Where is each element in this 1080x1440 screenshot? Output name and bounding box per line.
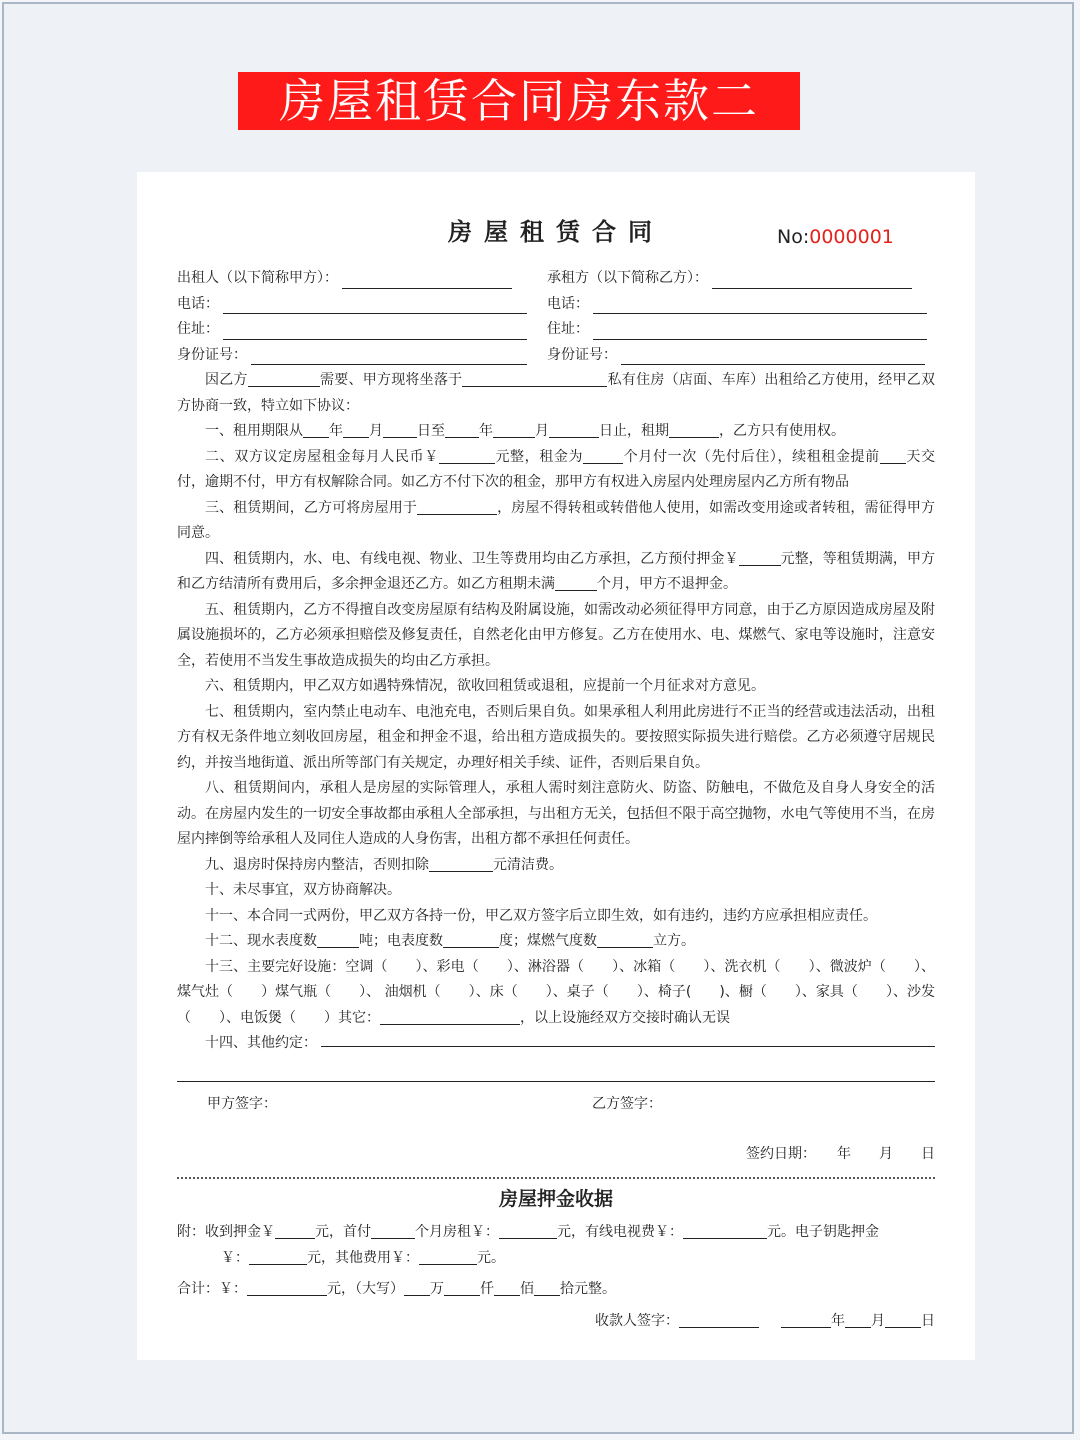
clause-intro: 因乙方 需要、甲方现将坐落于 私有住房（店面、车库）出租给乙方使用，经甲乙双方协商一致，特立如下协议： (177, 372, 936, 414)
clause-10: 十、未尽事宜，双方协商解决。 (205, 882, 401, 898)
clauses-section (177, 368, 935, 1172)
end-year-field[interactable] (445, 422, 479, 438)
start-year-field[interactable] (303, 422, 329, 438)
lessor-address-field[interactable] (223, 323, 527, 340)
receipt-key-deposit-field[interactable] (249, 1249, 307, 1265)
min-months-field[interactable] (555, 575, 597, 591)
clause-3: 三、租赁期间，乙方可将房屋用于 ，房屋不得转租或转借他人使用，如需改变用途或者转租，需征得甲方同意。 (177, 499, 936, 541)
receipt-tv-fee-field[interactable] (683, 1223, 767, 1239)
deposit-field[interactable] (739, 550, 781, 566)
contract-number-label: No: (777, 226, 810, 248)
clause-8: 八、租赁期间内，承租人是房屋的实际管理人，承租人需时刻注意防火、防盗、防触电，不做危及自身人身安全的活动。在房屋内发生的一切安全事故都由承租人全部承担，与出租方无关，包括但不限于高空抛物，水电气等使用不当，在房屋内摔倒等给承租人及同住人造成的人身伤害，出租方都不承担任何责任。 (177, 780, 935, 847)
water-meter-field[interactable] (317, 932, 359, 948)
receipt-rent-field[interactable] (499, 1223, 557, 1239)
clause-5: 五、租赁期内，乙方不得擅自改变房屋原有结构及附属设施，如需改动必须征得甲方同意，由于乙方原因造成房屋及附属设施损坏的，乙方必须承担赔偿及修复责任，自然老化由甲方修复。乙方在使用水、电、煤燃气、家电等设施时，注意安全，若使用不当发生事故造成损失的均由乙方承担。 (177, 601, 935, 669)
monthly-rent-field[interactable] (439, 448, 495, 464)
banner-title: 房屋租赁合同房东款二 (238, 72, 800, 130)
other-agreement-field[interactable] (321, 1031, 935, 1047)
lessee-id-label: 身份证号： (547, 346, 617, 363)
total-amount-field[interactable] (247, 1280, 327, 1296)
lessor-address-label: 住址： (177, 321, 219, 337)
contract-number (777, 225, 894, 251)
lease-term-field[interactable] (669, 422, 719, 438)
total-wan-field[interactable] (404, 1280, 430, 1296)
clause-2: 二、双方议定房屋租金每月人民币￥ 元整，租金为 个月付一次（先付后住），续租租金提前 天交付，逾期不付，甲方有权解除合同。如乙方不付下次的租金，那甲方有权进入房屋内处理房屋内乙方所有物品 (177, 448, 936, 490)
party-a-signature[interactable]: 甲方签字： (207, 1095, 277, 1112)
clause-1: 一、租用期限从 年 月 日至 年 月 日止，租期 ，乙方只有使用权。 (205, 423, 845, 439)
end-month-field[interactable] (493, 422, 535, 438)
signature-row (177, 1090, 935, 1120)
lessee-label: 承租方（以下简称乙方）： (547, 270, 708, 286)
receipt-other-fee-field[interactable] (419, 1249, 477, 1265)
payee-signature-line: 收款人签字： 年 月 日 (595, 1312, 935, 1329)
clause-11: 十一、本合同一式两份，甲乙双方各持一份，甲乙双方签字后立即生效，如有违约，违约方应承担相应责任。 (205, 907, 877, 924)
receipt-deposit-field[interactable] (275, 1223, 315, 1239)
contract-paper (137, 172, 975, 1360)
advance-days-field[interactable] (880, 448, 906, 464)
cleaning-fee-field[interactable] (429, 856, 493, 872)
payee-signature-field[interactable] (679, 1312, 759, 1328)
lessor-id-field[interactable] (251, 348, 527, 365)
total-bai-field[interactable] (494, 1280, 520, 1296)
lessee-phone-label: 电话： (547, 295, 589, 312)
receipt-line-1: 附：收到押金￥ 元，首付 个月房租￥： 元，有线电视费￥： 元。电子钥匙押金 (177, 1224, 879, 1240)
clause-7: 七、租赁期内，室内禁止电动车、电池充电，否则后果自负。如果承租人利用此房进行不正当的经营或违法活动，出租方有权无条件地立刻收回房屋，租金和押金不退，给出租方造成损失的。要按照实际损失进行赔偿。乙方必须遵守居规民约，并按当地街道、派出所等部门有关规定，办理好相关手续、证件，否则后果自负。 (177, 703, 935, 771)
clause-9: 九、退房时保持房内整洁，否则扣除 元清洁费。 (205, 856, 563, 873)
parties-section (177, 266, 937, 368)
receipt-title: 房屋押金收据 (498, 1188, 613, 1210)
other-facilities-field[interactable] (380, 1009, 520, 1025)
sign-date: 签约日期： 年 月 日 (746, 1145, 935, 1162)
start-month-field[interactable] (343, 422, 369, 438)
receipt-day-field[interactable] (885, 1312, 921, 1328)
clause-13: 十三、主要完好设施：空调（ ）、彩电（ ）、淋浴器（ ）、冰箱（ ）、洗衣机（ ）、微波炉（ ）、煤气灶（ ）煤气瓶（ ）、 油烟机（ ）、床（ ）、桌子（ ）、椅子( )、橱（ ）、家具（ ）、沙发（ ）、电饭煲（ ）其它： ，以上设施经双方交接时确认无误 (177, 958, 935, 1026)
lessor-id-label: 身份证号： (177, 346, 247, 363)
receipt-line-2: ￥： 元，其他费用￥： 元。 (221, 1249, 505, 1266)
lessor-label: 出租人（以下简称甲方）： (177, 270, 338, 286)
clause-12: 十二、现水表度数 吨；电表度数 度；煤燃气度数 立方。 (205, 933, 695, 949)
gas-meter-field[interactable] (597, 932, 653, 948)
contract-number-value: 0000001 (809, 226, 894, 248)
contract-title: 房屋租赁合同 (448, 218, 664, 246)
total-qian-field[interactable] (444, 1280, 480, 1296)
lessee-address-field[interactable] (593, 323, 927, 340)
lessor-phone-label: 电话： (177, 295, 219, 312)
receipt-total: 合计：￥： 元，（大写） 万 仟 佰 拾元整。 (177, 1281, 616, 1297)
party-b-signature[interactable]: 乙方签字： (592, 1095, 662, 1112)
lessor-name-field[interactable] (342, 272, 512, 289)
start-day-field[interactable] (383, 422, 417, 438)
other-agreement-line-2[interactable] (177, 1057, 935, 1082)
lessee-id-field[interactable] (621, 348, 925, 365)
purpose-field[interactable] (248, 371, 320, 387)
clause-14: 十四、其他约定： (177, 1031, 935, 1057)
electric-meter-field[interactable] (443, 932, 499, 948)
tear-line (177, 1177, 935, 1179)
total-shi-field[interactable] (534, 1280, 560, 1296)
clause-6: 六、租赁期内，甲乙双方如遇特殊情况，欲收回租赁或退租，应提前一个月征求对方意见。 (205, 678, 765, 694)
lessee-phone-field[interactable] (593, 297, 927, 314)
location-field[interactable] (462, 371, 607, 387)
receipt-section (177, 1220, 935, 1334)
end-day-field[interactable] (549, 422, 599, 438)
clause-4: 四、租赁期内，水、电、有线电视、物业、卫生等费用均由乙方承担，乙方预付押金￥ 元整，等租赁期满，甲方和乙方结清所有费用后，多余押金退还乙方。如乙方租期未满 个月，甲方不退押金。 (177, 550, 936, 592)
receipt-months-field[interactable] (371, 1223, 415, 1239)
usage-field[interactable] (417, 499, 497, 515)
lessee-name-field[interactable] (712, 272, 912, 289)
receipt-year-field[interactable] (781, 1312, 831, 1328)
pay-interval-field[interactable] (583, 448, 623, 464)
lessor-phone-field[interactable] (223, 297, 527, 314)
receipt-month-field[interactable] (845, 1312, 871, 1328)
lessee-address-label: 住址： (547, 321, 589, 337)
